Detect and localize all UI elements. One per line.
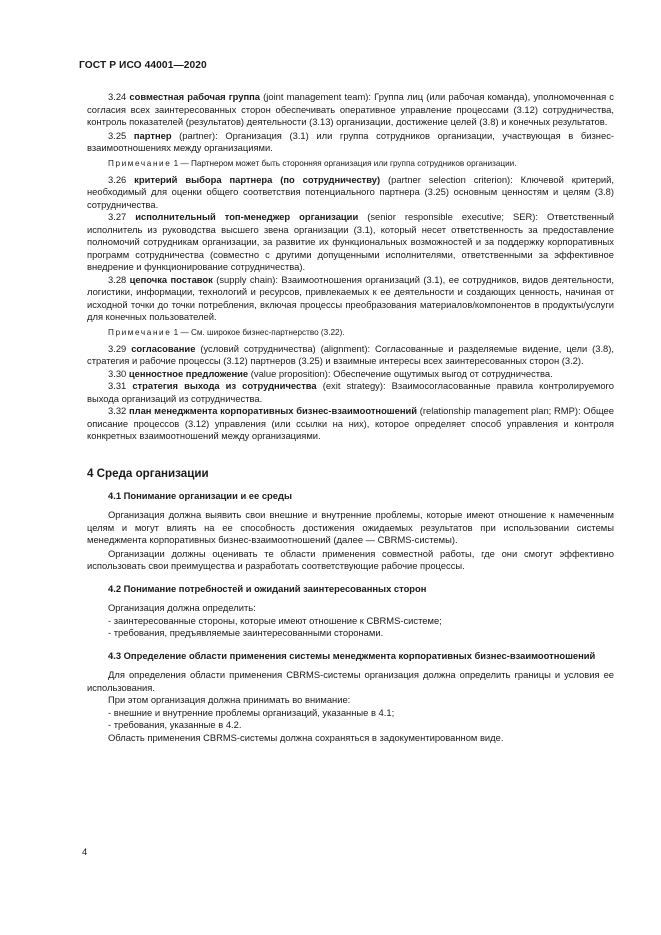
term-name: партнер bbox=[133, 129, 172, 141]
term-entry bbox=[87, 274, 614, 324]
note-label: Примечание bbox=[108, 327, 172, 337]
term-definition: (условий сотрудничества) (alignment): Согласованные и разделяемые видение, цели (3.8), стратегия и рабочие процессы (3.12) партнеров (3.25) и взаимные интересы всех заинтересованных сторон (3.2). bbox=[87, 342, 615, 366]
term-number: 3.28 bbox=[108, 273, 127, 285]
section-title: 4 Среда организации bbox=[87, 466, 209, 480]
term-name: ценностное предложение bbox=[128, 367, 249, 379]
term-entry bbox=[87, 343, 614, 368]
list-item: - внешние и внутренние проблемы организаций, указанные в 4.1; bbox=[108, 706, 395, 718]
paragraph: Организация должна определить: bbox=[108, 602, 256, 613]
term-definition: (supply chain): Взаимоотношения организаций (3.1), ее сотрудников, видов деятельности, логистики, информации, технологий и ресурсов, привлекаемых к ее деятельности и создающих ценность, начиная от исходной точки до точки потребления, включая процессы преобразования материалов/компонентов в продукты/услуги для конечных пользователей. bbox=[87, 273, 614, 322]
term-entry bbox=[87, 174, 614, 212]
term-definition: (joint management team): Группа лиц (или рабочая команда), уполномоченная с согласия всех заинтересованных сторон обеспечивать оперативное управление процессами (3.12) сотрудничества, контроль показателей (результатов) деятельности (3.13) организации, достижение целей (3.8) и конечных результатов. bbox=[87, 91, 614, 127]
subsection-title: 4.2 Понимание потребностей и ожиданий заинтересованных сторон bbox=[108, 582, 427, 594]
subsection-title: 4.3 Определение области применения системы менеджмента корпоративных бизнес-взаимоотношений bbox=[108, 649, 596, 661]
term-name: совместная рабочая группа bbox=[129, 91, 261, 102]
paragraph: Для определения области применения CBRMS-системы организация должна определить границы и условия ее использования. bbox=[87, 669, 614, 693]
subsection-title: 4.1 Понимание организации и ее среды bbox=[108, 489, 292, 501]
term-entry bbox=[87, 211, 614, 274]
list-item: - требования, указанные в 4.2. bbox=[108, 719, 242, 730]
term-number: 3.29 bbox=[108, 342, 127, 354]
term-definition: (partner selection criterion): Ключевой критерий, необходимый для оценки общего соответствия потенциального партнера (3.25) основным ценностям и целям (3.8) сотрудничества. bbox=[87, 173, 615, 210]
term-entry bbox=[87, 380, 614, 405]
paragraph: Организация должна выявить свои внешние и внутренние проблемы, которые имеют отношение к намеченным целям и могут влиять на ее способность достижения ожидаемых результатов при использовании системы менеджмента корпоративных бизнес-взаимоотношений (далее — CBRMS-системы). bbox=[87, 509, 614, 545]
paragraph: Организации должны оценивать те области применения совместной работы, где они смогут эффективно использовать свои преимущества и разработать соответствующие рабочие процессы. bbox=[87, 547, 614, 571]
list-item: - заинтересованные стороны, которые имеют отношение к CBRMS-системе; bbox=[108, 614, 442, 626]
term-definition: (exit strategy): Взаимосогласованные правила контролируемого выхода организаций из сотрудничества. bbox=[87, 380, 614, 404]
term-note bbox=[87, 158, 614, 170]
term-entry bbox=[87, 130, 614, 155]
note-text: 1 — См. широкое бизнес-партнерство (3.22). bbox=[171, 327, 345, 337]
term-number: 3.25 bbox=[108, 129, 127, 141]
term-note bbox=[87, 327, 614, 339]
list-item: - требования, предъявляемые заинтересованными сторонами. bbox=[108, 627, 384, 638]
term-name: критерий выбора партнера (по сотрудничеству) bbox=[134, 173, 381, 185]
term-name: план менеджмента корпоративных бизнес-взаимоотношений bbox=[128, 405, 418, 416]
term-number: 3.31 bbox=[108, 380, 127, 391]
paragraph: При этом организация должна принимать во внимание: bbox=[108, 694, 351, 705]
term-number: 3.32 bbox=[108, 405, 127, 416]
term-name: стратегия выхода из сотрудничества bbox=[132, 380, 317, 391]
term-definition: (relationship management plan; RMP): Общее описание процессов (3.12) управления (или ссылки на них), которое определяет способ управления и контроля конкретных взаимоотношений между организациями. bbox=[87, 405, 614, 441]
term-number: 3.24 bbox=[108, 91, 127, 102]
term-name: исполнительный топ-менеджер организации bbox=[135, 211, 359, 222]
term-definition: (value proposition): Обеспечение ощутимых выгод от сотрудничества. bbox=[248, 367, 553, 379]
term-name: цепочка поставок bbox=[129, 273, 213, 285]
term-number: 3.26 bbox=[108, 173, 127, 185]
term-entry bbox=[87, 91, 614, 129]
page-number: 4 bbox=[82, 846, 88, 857]
paragraph: Область применения CBRMS-системы должна сохраняться в задокументированном виде. bbox=[108, 731, 504, 743]
note-text: 1 — Партнером может быть сторонняя организация или группа сотрудников организации. bbox=[171, 158, 517, 168]
term-number: 3.30 bbox=[108, 367, 127, 379]
term-number: 3.27 bbox=[108, 211, 127, 222]
document-header: ГОСТ Р ИСО 44001—2020 bbox=[79, 60, 207, 71]
term-definition: (partner): Организация (3.1) или группа сотрудников организации, участвующая в бизнес-взаимоотношениях между организациями. bbox=[87, 129, 615, 153]
document-body bbox=[87, 91, 614, 744]
note-label: Примечание bbox=[108, 158, 172, 168]
term-entry bbox=[87, 405, 614, 443]
term-definition: (senior responsible executive; SER): Ответственный исполнитель из руководства высшего звена организации (3.1), который несет ответственность за предоставление полномочий сотрудникам организации, за развитие их функциональных возможностей и за поддержку корпоративных программ сотрудничества (совместно с другими допущенными исполнителями, ответственными за эффективное внедрение и функционирование сотрудничества). bbox=[87, 211, 614, 272]
term-entry bbox=[87, 368, 614, 381]
term-name: согласование bbox=[131, 342, 196, 354]
